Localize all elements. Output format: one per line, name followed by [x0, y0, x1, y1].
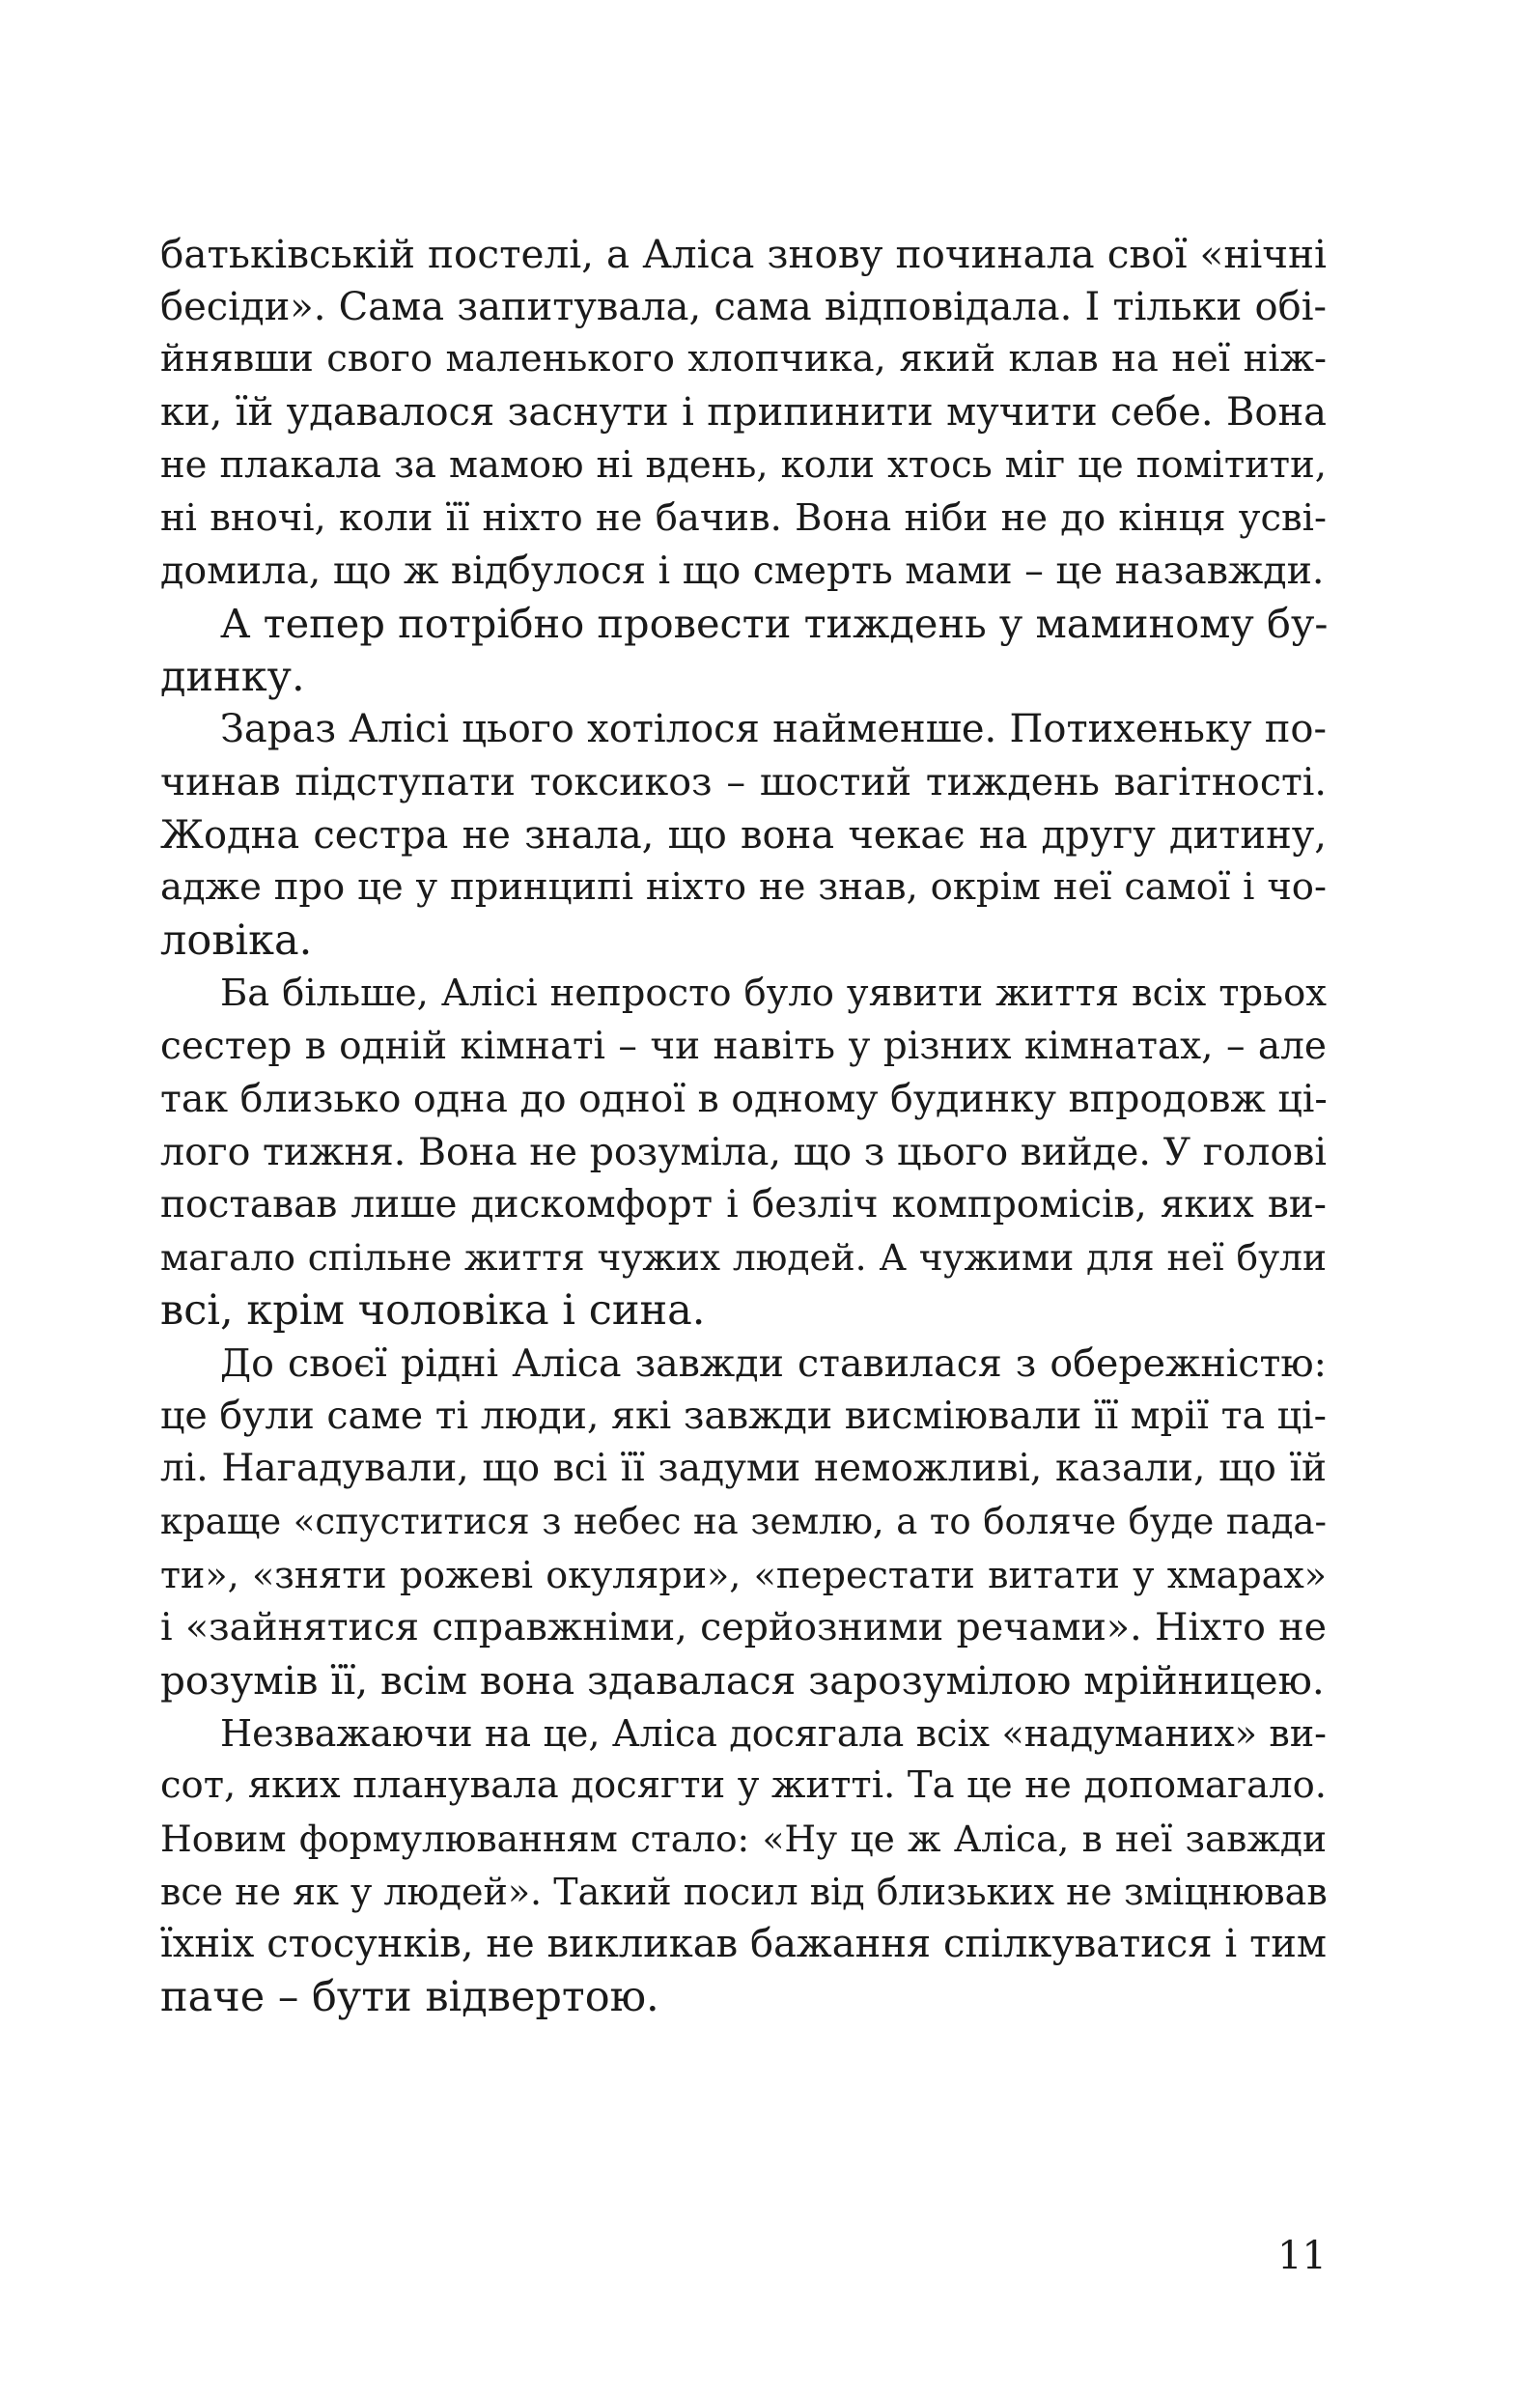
text-line: сестер в одній кімнаті – чи навіть у різних кімнатах, – але: [160, 1024, 1327, 1068]
text-line: Жодна сестра не знала, що вона чекає на другу дитину,: [160, 812, 1327, 858]
text-line: ки, їй удавалося заснути і припинити мучити себе. Вона: [160, 390, 1327, 436]
text-line: домила, що ж відбулося і що смерть мами – це назавжди.: [160, 549, 1325, 594]
text-line: адже про це у принципі ніхто не знав, окрім неї самої і чо-: [160, 865, 1327, 910]
text-line: батьківській постелі, а Аліса знову починала свої «нічні: [160, 231, 1327, 277]
text-line: ні вночі, коли її ніхто не бачив. Вона ніби не до кінця усві-: [160, 495, 1327, 540]
text-line: їхніх стосунків, не викликав бажання спілкуватися і тим: [160, 1922, 1327, 1967]
text-line: і «зайнятися справжніми, серйозними речами». Ніхто не: [160, 1605, 1327, 1650]
page-number: 11: [1277, 2234, 1327, 2278]
text-line: сот, яких планувала досягти у житті. Та це не допомагало.: [160, 1763, 1327, 1808]
text-line: Зараз Алісі цього хотілося найменше. Потихеньку по-: [220, 707, 1327, 752]
text-line: Ба більше, Алісі непросто було уявити життя всіх трьох: [220, 971, 1327, 1015]
text-line: Незважаючи на це, Аліса досягала всіх «надуманих» ви-: [220, 1711, 1327, 1755]
text-line: А тепер потрібно провести тиждень у маминому бу-: [220, 599, 1329, 647]
text-line: це були саме ті люди, які завжди висміювали її мрії та ці-: [160, 1394, 1327, 1439]
text-line: лі. Нагадували, що всі її задуми неможливі, казали, що їй: [160, 1447, 1327, 1491]
text-line: динку.: [160, 652, 305, 701]
text-line: чинав підступати токсикоз – шостий тиждень вагітності.: [160, 760, 1327, 804]
text-line: ти», «зняти рожеві окуляри», «перестати витати у хмарах»: [160, 1553, 1327, 1596]
text-line: бесіди». Сама запитувала, сама відповідала. І тільки обі-: [160, 284, 1327, 329]
text-line: поставав лише дискомфорт і безліч компромісів, яких ви-: [160, 1182, 1327, 1226]
text-line: йнявши свого маленького хлопчика, який клав на неї ніж-: [160, 337, 1327, 381]
text-line: паче – бути відвертою.: [160, 1973, 659, 2022]
text-line: так близько одна до одної в одному будинку впродовж ці-: [160, 1077, 1328, 1122]
text-line: не плакала за мамою ні вдень, коли хтось міг це помітити,: [160, 442, 1327, 487]
text-line: До своєї рідні Аліса завжди ставилася з обережністю:: [220, 1340, 1327, 1386]
text-line: ловіка.: [160, 916, 313, 966]
text-line: розумів її, всім вона здавалася зарозумілою мрійницею.: [160, 1656, 1325, 1704]
text-line: краще «спуститися з небес на землю, а то боляче буде пада-: [160, 1500, 1327, 1542]
text-line: лого тижня. Вона не розуміла, що з цього вийде. У голові: [160, 1129, 1327, 1174]
text-line: Новим формулюванням стало: «Ну це ж Аліса, в неї завжди: [160, 1818, 1327, 1860]
text-line: все не як у людей». Такий посил від близьких не зміцнював: [160, 1870, 1328, 1913]
text-line: магало спільне життя чужих людей. А чужими для неї були: [160, 1236, 1327, 1280]
text-line: всі, крім чоловіка і сина.: [160, 1286, 706, 1335]
